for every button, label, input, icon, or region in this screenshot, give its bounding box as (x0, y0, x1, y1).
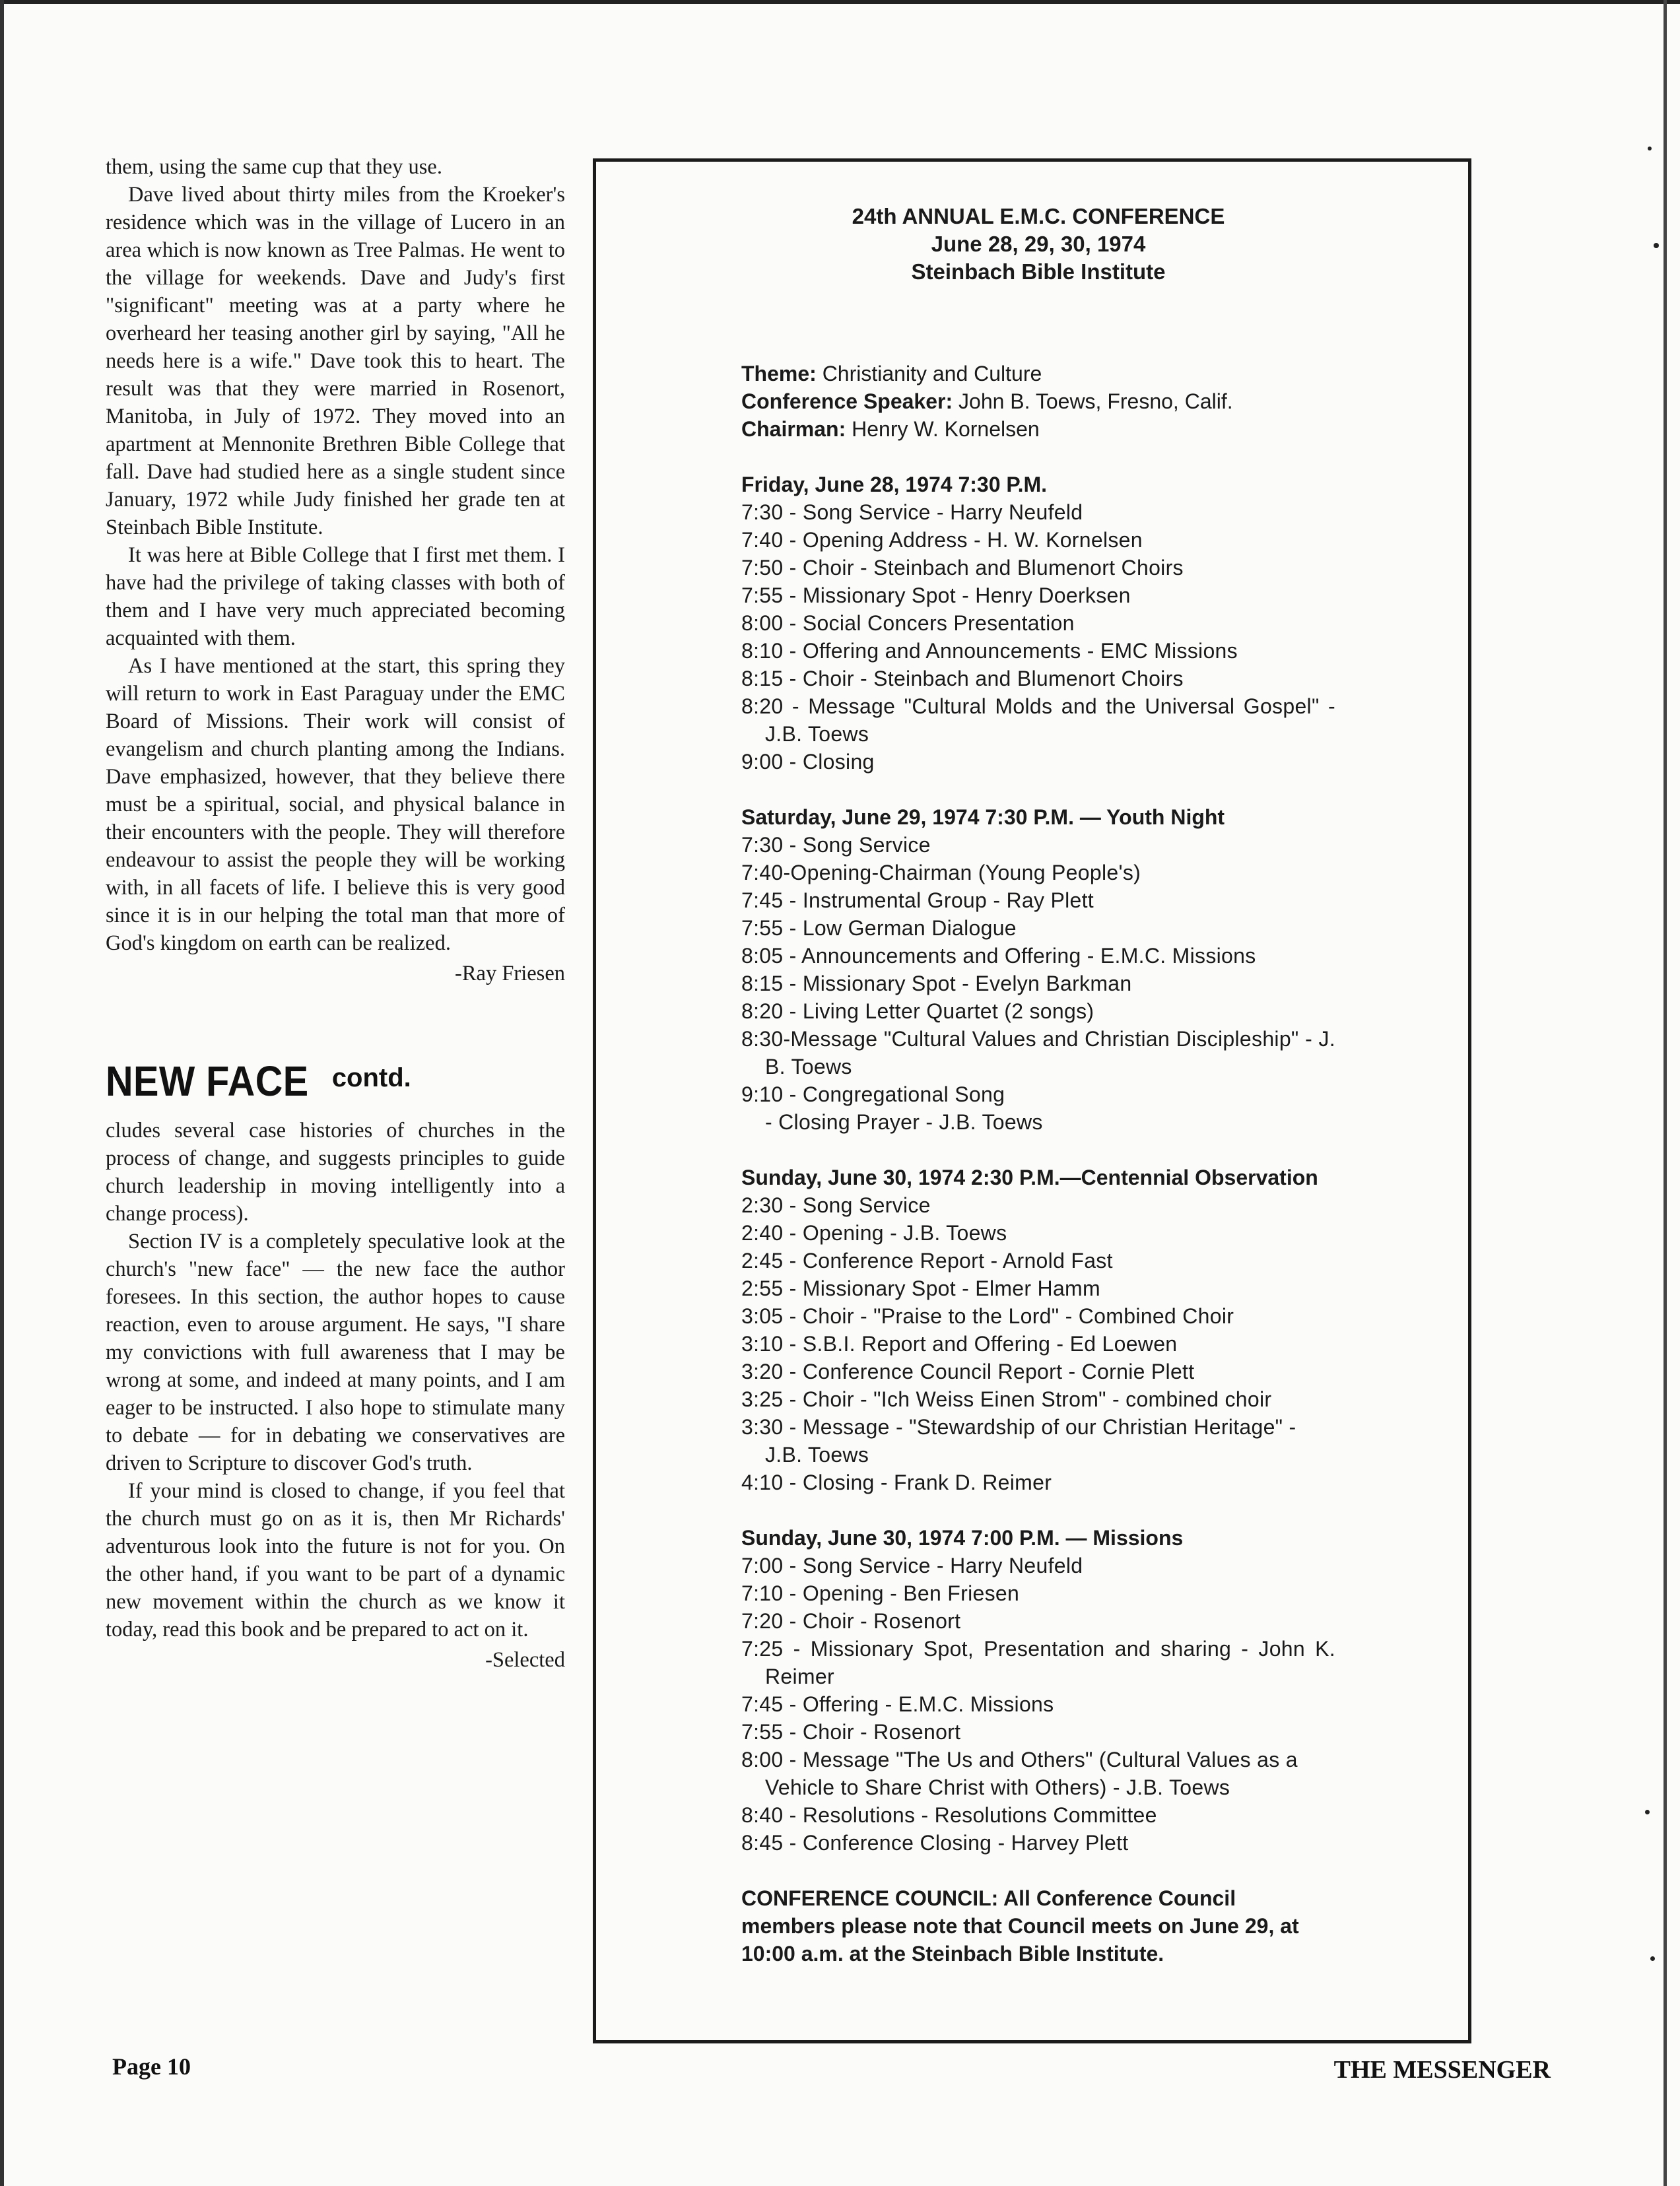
article-paragraph: Section IV is a completely speculative look at the church's "new face" — the new face the author foresees. In this section, the author hopes to cause reaction, even to arouse argument. He says, "I share my convictions with full awareness that I may be wrong at some, and indeed at many points, and I am eager to be instructed. I also hope to stimulate many to debate — for in debating we conservatives are driven to Scripture to discover God's truth. (106, 1230, 565, 1475)
article-paragraph: them, using the same cup that they use. (106, 155, 442, 179)
program-item: 8:15 - Choir - Steinbach and Blumenort Choirs (741, 667, 1184, 690)
program-item: 8:20 - Message "Cultural Molds and the Universal Gospel" - J.B. Toews (741, 694, 1335, 746)
conference-program-box (593, 158, 1471, 2043)
program-item: 3:25 - Choir - "Ich Weiss Einen Strom" - combined choir (741, 1387, 1272, 1411)
program-item: 7:45 - Offering - E.M.C. Missions (741, 1692, 1054, 1716)
program-section-sunday-evening (741, 1524, 1335, 1857)
program-item: 7:55 - Choir - Rosenort (741, 1720, 961, 1744)
program-item: 7:00 - Song Service - Harry Neufeld (741, 1554, 1083, 1577)
section-heading: Sunday, June 30, 1974 2:30 P.M.—Centennial Observation (741, 1166, 1318, 1189)
program-item: 7:50 - Choir - Steinbach and Blumenort Choirs (741, 556, 1184, 580)
program-item: 2:40 - Opening - J.B. Toews (741, 1221, 1007, 1245)
program-item: 7:40 - Opening Address - H. W. Kornelsen (741, 528, 1143, 552)
program-item: 8:00 - Social Concers Presentation (741, 611, 1075, 635)
page-border-left (0, 0, 4, 2186)
page-border-top (0, 0, 1680, 4)
program-item: 8:05 - Announcements and Offering - E.M.C. Missions (741, 944, 1256, 968)
program-item: 9:00 - Closing (741, 750, 875, 774)
theme-value: Christianity and Culture (822, 362, 1042, 385)
program-item: 8:15 - Missionary Spot - Evelyn Barkman (741, 972, 1132, 995)
chairman-value: Henry W. Kornelsen (852, 417, 1040, 441)
program-item: - Closing Prayer - J.B. Toews (765, 1110, 1043, 1134)
section-heading: Saturday, June 29, 1974 7:30 P.M. — Youth Night (741, 805, 1225, 829)
speaker-value: John B. Toews, Fresno, Calif. (958, 389, 1233, 413)
review-signature: -Selected (485, 1648, 565, 1672)
program-item: 3:30 - Message - "Stewardship of our Christian Heritage" - J.B. Toews (741, 1415, 1296, 1467)
program-item: 7:40-Opening-Chairman (Young People's) (741, 861, 1141, 884)
chairman-line (741, 415, 1335, 443)
program-item: 3:10 - S.B.I. Report and Offering - Ed Loewen (741, 1332, 1178, 1356)
program-item: 7:45 - Instrumental Group - Ray Plett (741, 888, 1094, 912)
theme-label: Theme: (741, 362, 817, 385)
article-paragraph: Dave lived about thirty miles from the Kroeker's residence which was in the village of Lucero in an area which is now known as Tree Palmas. He went to the village for weekends. Dave and Judy's first "significant" meeting was at a party where he overheard her teasing another girl by saying, "All he needs here is a wife." Dave took this to heart. The result was that they were married in Rosenort, Manitoba, in July of 1972. They moved into an apartment at Mennonite Brethren Bible College that fall. Dave had studied here as a single student since January, 1972 while Judy finished her grade ten at Steinbach Bible Institute. (106, 183, 565, 539)
conference-venue: Steinbach Bible Institute (911, 259, 1166, 284)
new-face-contd: contd. (331, 1063, 411, 1092)
article-paragraph: As I have mentioned at the start, this spring they will return to work in East Paraguay under the EMC Board of Missions. Their work will consist of evangelism and church planting among the Indians. Dave emphasized, however, that they believe there must be a spiritual, social, and physical balance in their encounters with the people. They will therefore endeavour to assist the people they will be working with, in all facets of life. I believe this is very good since it is in our helping the total man that more of God's kingdom on earth can be realized. (106, 654, 565, 955)
article-paragraph: cludes several case histories of churches in the process of change, and suggests principles to guide church leadership in moving intelligently into a change process). (106, 1119, 565, 1226)
program-item: 4:10 - Closing - Frank D. Reimer (741, 1471, 1052, 1494)
scan-speck (1645, 1810, 1650, 1814)
program-item: 2:55 - Missionary Spot - Elmer Hamm (741, 1276, 1100, 1300)
program-item: 2:45 - Conference Report - Arnold Fast (741, 1249, 1113, 1273)
program-item: 7:20 - Choir - Rosenort (741, 1609, 961, 1633)
publication-name: THE MESSENGER (1333, 2056, 1551, 2084)
program-item: 8:10 - Offering and Announcements - EMC Missions (741, 639, 1238, 663)
conference-dates: June 28, 29, 30, 1974 (931, 232, 1146, 256)
program-section-sunday-afternoon (741, 1164, 1335, 1496)
program-item: 8:20 - Living Letter Quartet (2 songs) (741, 999, 1094, 1023)
page-border-right (1663, 0, 1667, 2186)
program-item: 3:20 - Conference Council Report - Cornie Plett (741, 1360, 1195, 1383)
speaker-label: Conference Speaker: (741, 389, 953, 413)
section-heading: Sunday, June 30, 1974 7:00 P.M. — Missions (741, 1526, 1184, 1550)
article-paragraph: It was here at Bible College that I first met them. I have had the privilege of taking classes with both of them and I have very much appreciated becoming acquainted with them. (106, 543, 565, 650)
program-item: 7:30 - Song Service (741, 833, 931, 857)
program-item: 8:30-Message "Cultural Values and Christian Discipleship" - J. B. Toews (741, 1027, 1335, 1078)
new-face-heading (106, 1057, 565, 1105)
program-item: 7:30 - Song Service - Harry Neufeld (741, 500, 1083, 524)
program-item: 9:10 - Congregational Song (741, 1082, 1005, 1106)
section-heading: Friday, June 28, 1974 7:30 P.M. (741, 473, 1048, 496)
left-article-column (106, 153, 565, 1674)
conference-council-note: CONFERENCE COUNCIL: All Conference Council members please note that Council meets on June 29, at 10:00 a.m. at the Steinbach Bible Institute. (741, 1886, 1299, 1966)
conference-title (741, 203, 1335, 286)
scan-speck (1650, 1956, 1655, 1961)
scan-speck (1654, 243, 1659, 248)
program-section-friday (741, 471, 1335, 776)
author-signature: -Ray Friesen (455, 962, 565, 985)
speaker-line (741, 387, 1335, 415)
page-number: Page 10 (112, 2053, 191, 2080)
theme-line (741, 360, 1335, 387)
program-item: 8:00 - Message "The Us and Others" (Cultural Values as a Vehicle to Share Christ with Others) - J.B. Toews (741, 1748, 1298, 1799)
scan-speck (1648, 147, 1652, 150)
program-item: 7:55 - Missionary Spot - Henry Doerksen (741, 583, 1131, 607)
conference-meta (741, 360, 1335, 443)
program-item: 8:45 - Conference Closing - Harvey Plett (741, 1831, 1129, 1855)
article-paragraph: If your mind is closed to change, if you feel that the church must go on as it is, then Mr Richards' adventurous look into the future is not for you. On the other hand, if you want to be part of a dynamic new movement within the church as we know it today, read this book and be prepared to act on it. (106, 1479, 565, 1641)
program-section-saturday (741, 803, 1335, 1136)
program-item: 3:05 - Choir - "Praise to the Lord" - Combined Choir (741, 1304, 1234, 1328)
new-face-title: NEW FACE (106, 1057, 309, 1105)
program-item: 7:10 - Opening - Ben Friesen (741, 1581, 1020, 1605)
program-item: 7:25 - Missionary Spot, Presentation and sharing - John K. Reimer (741, 1637, 1335, 1688)
program-item: 8:40 - Resolutions - Resolutions Committee (741, 1803, 1157, 1827)
conference-title-line: 24th ANNUAL E.M.C. CONFERENCE (852, 204, 1225, 228)
program-item: 7:55 - Low German Dialogue (741, 916, 1017, 940)
program-item: 2:30 - Song Service (741, 1193, 931, 1217)
conference-program-content (741, 203, 1335, 1989)
chairman-label: Chairman: (741, 417, 846, 441)
